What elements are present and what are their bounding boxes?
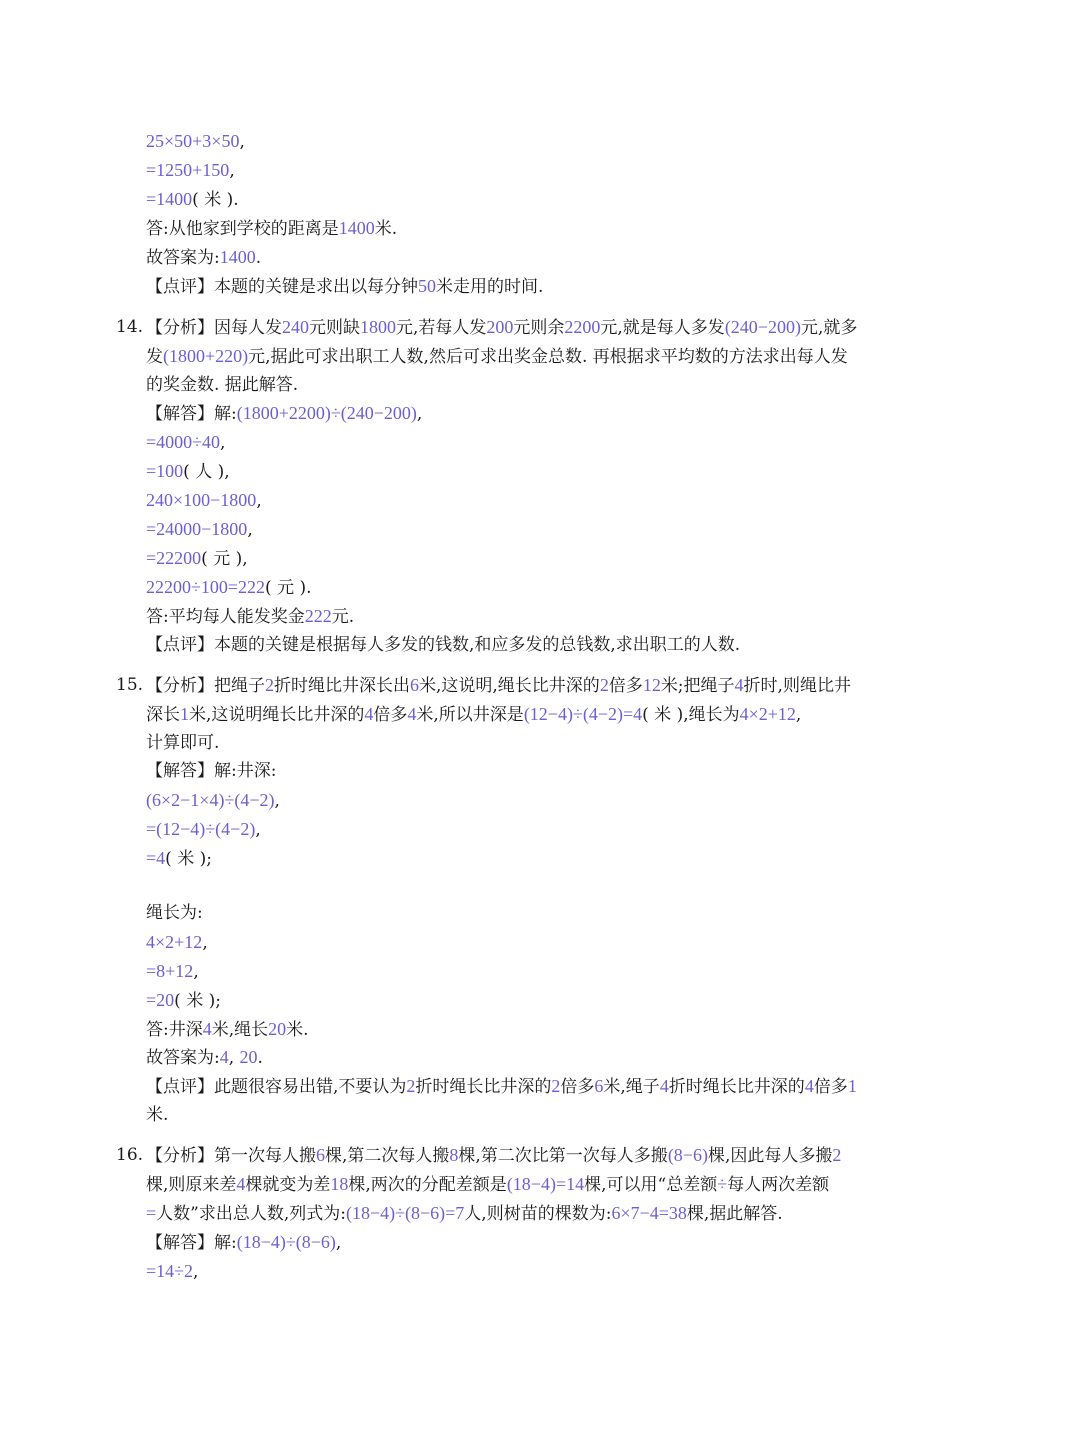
text-segment: ( 米 ). [192,190,239,210]
text-segment: ( 元 ). [265,578,312,598]
text-line [146,1199,783,1229]
math-expression: 6×7−4=38 [611,1203,687,1223]
text-segment: 米,绳子 [603,1077,660,1097]
text-line [146,127,245,157]
math-expression: 1 [847,1076,857,1096]
text-segment: 深长 [146,705,180,725]
math-expression: 4 [219,1047,229,1067]
text-segment: 倍多 [608,676,643,696]
math-expression: (1800+2200)÷(240−200) [236,403,417,423]
text-segment: , [274,791,280,811]
text-segment: . [257,1048,263,1068]
text-segment: , [256,491,262,511]
math-expression: 2200 [564,317,601,337]
text-line [146,1072,857,1102]
math-expression: 22200÷100=222 [146,577,266,597]
text-line [146,1257,198,1287]
math-expression: 4 [659,1076,669,1096]
text-segment: 米;把绳子 [660,676,735,696]
math-expression: =100 [146,461,184,481]
math-expression: 200 [486,317,514,337]
math-expression: =22200 [146,548,202,568]
text-segment: 绳长为: [146,903,203,923]
text-segment: 【分析】因每人发 [146,318,282,338]
text-segment: 折时,则绳比井 [743,676,851,696]
text-segment: 元,若每人发 [396,318,487,338]
math-expression: 2 [599,675,609,695]
text-segment: 折时绳长比井深的 [415,1077,552,1097]
math-expression: 6 [316,1145,325,1165]
math-expression: 1400 [219,247,256,267]
text-segment: 米. [374,219,398,239]
math-expression: 6 [410,675,419,695]
text-segment: 米,绳长 [211,1020,269,1040]
math-expression: 240 [282,317,309,337]
math-expression: (18−4)=14 [506,1174,585,1194]
text-segment: 棵就变为差 [245,1175,331,1195]
text-segment: 棵,因此每人多搬 [707,1146,833,1166]
text-segment: 【解答】解: [146,404,237,424]
text-segment: 的奖金数. 据此解答. [146,375,299,395]
text-segment: 故答案为: [146,248,220,268]
text-segment: 【点评】本题的关键是求出以每分钟 [146,277,418,297]
text-segment: ( 人 ), [183,462,230,482]
math-expression: 4 [407,704,417,724]
text-segment: 倍多 [560,1077,595,1097]
text-segment: 答:井深 [146,1020,203,1040]
text-segment: 米走用的时间. [436,277,544,297]
text-segment: , [228,1048,240,1068]
text-segment: 米,这说明绳长比井深的 [189,705,365,725]
text-segment: 答:平均每人能发奖金 [146,607,305,627]
text-line [146,544,248,574]
text-segment: 棵,两次的分配差额是 [348,1175,507,1195]
text-segment: 【解答】解:井深: [146,761,277,781]
text-segment: 【点评】本题的关键是根据每人多发的钱数,和应多发的总钱数,求出职工的人数. [146,635,741,655]
text-line [146,243,261,273]
math-expression: 1800 [360,317,396,337]
text-segment: , [193,962,199,982]
math-expression: 222 [304,606,332,626]
text-segment: 米,所以井深是 [416,705,524,725]
text-segment: , [220,433,226,453]
math-expression: 18 [330,1174,349,1194]
math-expression: 4 [364,704,374,724]
math-expression: 1 [180,704,189,724]
text-line [146,185,239,215]
math-expression: 2 [265,675,274,695]
text-line [146,844,212,874]
text-segment: 棵,据此解答. [686,1204,783,1224]
text-segment: 人数”求出总人数,列式为: [156,1204,346,1224]
text-line [146,928,208,958]
text-segment: . [255,248,262,268]
text-segment: 人,则树苗的棵数为: [464,1204,612,1224]
text-segment: 计算即可. [146,733,220,753]
text-segment: , [193,1262,199,1282]
text-segment: 棵,可以用“总差额 [584,1175,718,1195]
text-line [146,1043,263,1073]
math-expression: 2 [832,1145,842,1165]
text-segment: ( 米 ); [165,849,212,869]
text-line [146,371,298,400]
math-expression: 2 [406,1076,416,1096]
text-segment: 元,就是每人多发 [600,318,725,338]
math-expression: 20 [268,1019,287,1039]
math-expression: (18−4)÷(8−6) [236,1232,336,1252]
text-segment: 故答案为: [146,1048,220,1068]
text-line [146,399,422,429]
math-expression: 4 [236,1174,246,1194]
text-segment: 元. [331,607,355,627]
question-number: 16. [116,1145,144,1165]
math-expression: =4000÷40 [146,432,221,452]
math-expression: 240×100−1800 [146,490,257,510]
text-segment: 每人两次差额 [727,1175,830,1195]
text-segment: 棵,第二次比第一次每人多搬 [458,1146,668,1166]
text-line [146,515,253,545]
text-segment: , [229,161,235,181]
text-segment: 【分析】第一次每人搬 [146,1146,316,1166]
text-line [146,428,225,458]
text-segment: 倍多 [813,1077,848,1097]
text-line [146,486,262,516]
math-expression: =(12−4)÷(4−2) [146,819,256,839]
math-expression: = [146,1203,157,1223]
math-expression: 4 [734,675,744,695]
math-expression: =4 [146,848,166,868]
text-segment: 折时绳比井深长出 [274,676,410,696]
math-expression: ÷ [717,1174,728,1194]
text-segment: 【点评】此题很容易出错,不要认为 [146,1077,407,1097]
text-segment: 棵,则原来差 [146,1175,237,1195]
math-expression: =1250+150 [146,160,230,180]
math-expression: 25×50+3×50 [146,131,240,151]
math-expression: =1400 [146,189,193,209]
text-line [146,986,221,1016]
math-expression: 20 [239,1047,258,1067]
text-segment: 米,这说明,绳长比井深的 [419,676,600,696]
text-segment: 棵,第二次每人搬 [325,1146,450,1166]
text-line [146,457,230,487]
text-segment: 发 [146,347,163,367]
text-line [146,573,312,603]
math-expression: 6 [594,1076,604,1096]
text-line [146,757,276,786]
text-segment: 元则缺 [309,318,360,338]
text-line [146,602,354,632]
text-line [146,815,261,845]
math-expression: 4 [202,1019,212,1039]
text-segment: 元,据此可求出职工人数,然后可求出奖金总数. 再根据求平均数的方法求出每人发 [248,347,848,367]
text-segment: ( 米 ); [174,991,221,1011]
question-number: 15. [116,675,144,695]
math-expression: 1400 [338,218,375,238]
math-expression: 50 [418,276,436,296]
text-line [146,957,199,987]
text-line [146,1141,841,1171]
text-line [146,729,219,758]
text-line [146,899,203,928]
text-segment: 米. [286,1020,309,1040]
text-segment: , [795,705,802,725]
text-segment: ( 元 ), [201,549,248,569]
text-line [146,1170,829,1200]
text-segment: , [239,132,245,152]
math-expression: =24000−1800 [146,519,248,539]
text-line [146,1101,168,1130]
text-segment: 【解答】解: [146,1233,237,1253]
math-expression: =14÷2 [146,1261,194,1281]
math-expression: 2 [551,1076,561,1096]
math-expression: (18−4)÷(8−6)=7 [345,1203,465,1223]
text-line [146,700,801,730]
math-expression: 4×2+12 [146,932,203,952]
text-line [146,214,397,244]
text-line [146,1015,309,1045]
math-expression: =20 [146,990,175,1010]
text-segment: 【分析】把绳子 [146,676,265,696]
text-segment: 倍多 [373,705,408,725]
text-segment: 元则余 [513,318,565,338]
text-line [146,1228,341,1258]
math-expression: (8−6) [667,1145,708,1165]
text-segment: , [202,933,208,953]
text-line [146,313,857,343]
text-line [146,631,740,660]
text-segment: 米. [146,1105,169,1125]
text-segment: , [255,820,261,840]
text-line [146,272,543,302]
text-segment: , [335,1233,342,1253]
math-expression: =8+12 [146,961,194,981]
text-line [146,786,280,816]
text-line [146,671,851,701]
text-segment: 答:从他家到学校的距离是 [146,219,339,239]
math-expression: 4×2+12 [739,704,796,724]
text-segment: , [416,404,423,424]
text-line [146,156,235,186]
text-segment: , [247,520,253,540]
text-line [146,342,848,372]
text-segment: 元,就多 [800,318,858,338]
math-expression: 4 [804,1076,814,1096]
math-expression: (240−200) [724,317,801,337]
text-segment: 折时绳长比井深的 [668,1077,805,1097]
math-expression: (1800+220) [163,346,249,366]
math-expression: (12−4)÷(4−2)=4 [523,704,643,724]
text-segment: ( 米 ),绳长为 [642,705,740,725]
math-expression: 8 [449,1145,459,1165]
math-expression: (6×2−1×4)÷(4−2) [146,790,275,810]
question-number: 14. [116,317,144,337]
math-expression: 12 [642,675,661,695]
